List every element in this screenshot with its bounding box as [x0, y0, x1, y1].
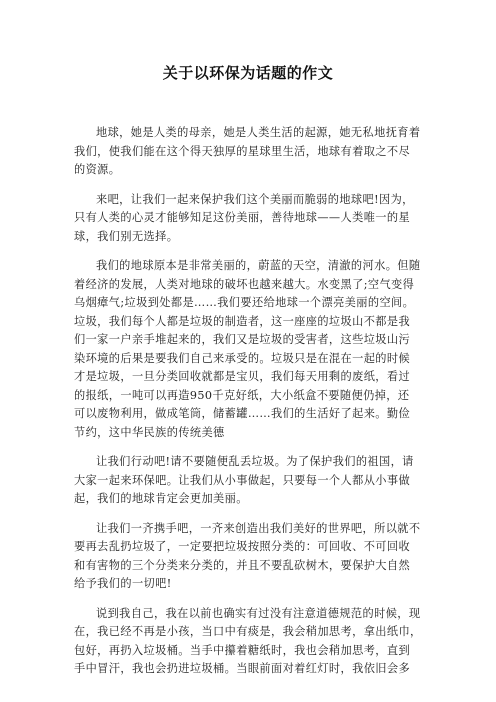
paragraph-line: 大家一起来环保吧。让我们从小事做起，只要每一个人都从小事做	[74, 473, 411, 487]
paragraph	[74, 124, 434, 180]
paragraph-line: 起，我们的地球肯定会更加美丽。	[74, 492, 248, 505]
document-title: 关于以环保为话题的作文	[162, 64, 334, 82]
paragraph-line: 给予我们的一切吧!	[74, 577, 172, 590]
paragraph-line: 我们的地球原本是非常美丽的，蔚蓝的天空，清澈的河水。但随	[96, 259, 421, 272]
paragraph-line: 着经济的发展，人类对地球的破坏也越来越大。水变黑了;空气变得	[74, 277, 415, 291]
paragraph	[74, 257, 434, 442]
paragraph-line: 节约，这中华民族的传统美德	[74, 425, 225, 439]
paragraph-line: 球，我们别无选择。	[74, 229, 179, 243]
paragraph-line: 让我们行动吧!请不要随便乱丢垃圾。为了保护我们的祖国，请	[96, 455, 414, 468]
paragraph-line: 们一家一户亲手堆起来的，我们又是垃圾的受害者，这些垃圾山污	[74, 333, 411, 346]
paragraph-line: 手中冒汗，我也会扔进垃圾桶。当眼前面对着红灯时，我依旧会多	[74, 662, 411, 675]
paragraph	[74, 520, 434, 594]
paragraph-line: 染环境的后果是要我们自己来承受的。垃圾只是在混在一起的时候	[74, 351, 411, 365]
paragraph	[74, 605, 434, 679]
paragraph-line: 垃圾，我们每个人都是垃圾的制造者，这一座座的垃圾山不都是我	[74, 314, 411, 328]
paragraph-line: 我们，使我们能在这个得天独厚的星球里生活，地球有着取之不尽	[74, 144, 411, 158]
paragraph	[74, 453, 434, 509]
paragraph-line: 地球，她是人类的母亲，她是人类生活的起源，她无私地抚育着	[96, 126, 421, 139]
paragraph-line: 要再去乱扔垃圾了，一定要把垃圾按照分类的：可回收、不可回收	[74, 540, 411, 553]
paragraph-line: 在，我已经不再是小孩，当口中有痰是，我会稍加思考，拿出纸巾，	[74, 625, 422, 638]
paragraph-line: 让我们一齐携手吧，一齐来创造出我们美好的世界吧，所以就不	[96, 521, 421, 535]
paragraph-line: 乌烟瘴气;垃圾到处都是……我们要还给地球一个漂亮美丽的空间。	[74, 296, 415, 309]
paragraph	[74, 191, 434, 247]
document-body	[74, 124, 434, 690]
paragraph-line: 说到我自己，我在以前也确实有过没有注意道德规范的时候，现	[96, 606, 421, 620]
paragraph-line: 的报纸，一吨可以再造950千克好纸，大小纸盒不要随便仍掉，还	[74, 388, 410, 402]
paragraph-line: 可以废物利用，做成笔筒，储蓄罐……我们的生活好了起来。勤俭	[74, 407, 411, 420]
paragraph-line: 来吧，让我们一起来保护我们这个美丽而脆弱的地球吧!因为，	[96, 192, 414, 206]
paragraph-line: 和有害物的三个分类来分类的，并且不要乱砍树木，要保护大自然	[74, 558, 411, 572]
paragraph-line: 的资源。	[74, 163, 121, 176]
paragraph-line: 只有人类的心灵才能够知足这份美丽，善待地球——人类唯一的星	[74, 211, 411, 224]
paragraph-line: 才是垃圾，一旦分类回收就都是宝贝，我们每天用剩的废纸，看过	[74, 370, 411, 383]
paragraph-line: 包好，再扔入垃圾桶。当手中攥着糖纸时，我也会稍加思考，直到	[74, 643, 411, 657]
